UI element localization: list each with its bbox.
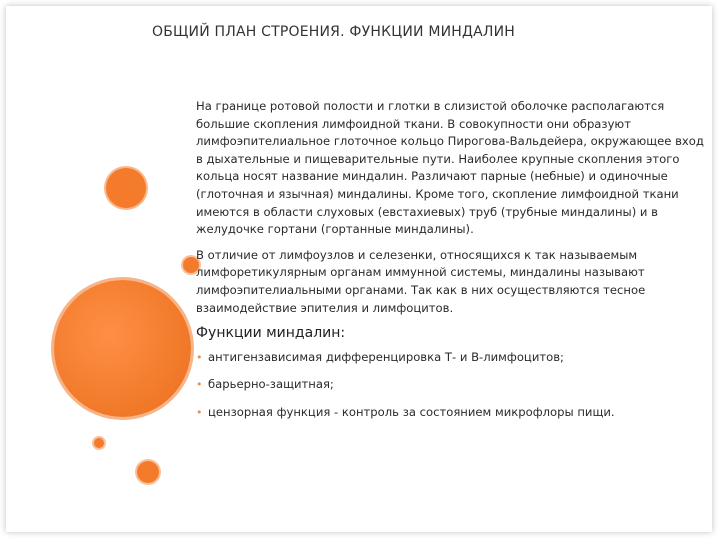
- decorative-circle-tiny: [94, 438, 104, 448]
- function-text: цензорная функция - контроль за состоянием микрофлоры пищи.: [208, 404, 615, 419]
- functions-heading: Функции миндалин:: [196, 325, 346, 342]
- decorative-circle-large: [54, 280, 191, 417]
- list-item: [196, 349, 714, 367]
- function-text: барьерно-защитная;: [208, 377, 334, 392]
- bullet-icon: •: [196, 405, 203, 419]
- bullet-icon: •: [196, 350, 203, 364]
- slide-title: ОБЩИЙ ПЛАН СТРОЕНИЯ. ФУНКЦИИ МИНДАЛИН: [152, 24, 516, 40]
- decorative-circle-medium: [106, 168, 146, 208]
- slide-content: [196, 98, 714, 432]
- function-text: антигензависимая дифференцировка Т- и В-лимфоцитов;: [208, 349, 564, 364]
- paragraph-tonsils-location: На границе ротовой полости и глотки в слизистой оболочке располагаются большие скопления лимфоидной ткани. В совокупности они образуют лимфоэпителиальное глоточное кольцо Пирогова-Вальдейера, окружающее вход в дыхательные и пищеварительные пути. Наиболее крупные скопления этого кольца носят название миндалин. Различают парные (небные) и одиночные (глоточная и язычная) миндалины. Кроме того, скопление лимфоидной ткани имеются в области слуховых (евстахиевых) труб (трубные миндалины) и в желудочке гортани (гортанные миндалины).: [196, 99, 704, 237]
- functions-list: [196, 349, 714, 422]
- list-item: [196, 376, 714, 394]
- bullet-icon: •: [196, 378, 203, 392]
- decorative-circle-small-bottom: [137, 461, 159, 483]
- paragraph-lymphoepithelial: В отличие от лимфоузлов и селезенки, относящихся к так называемым лимфоретикулярным органам иммунной системы, миндалины называют лимфоэпителиальными органами. Так как в них осуществляются тесное взаимодействие эпителия и лимфоцитов.: [196, 247, 646, 315]
- list-item: [196, 404, 714, 422]
